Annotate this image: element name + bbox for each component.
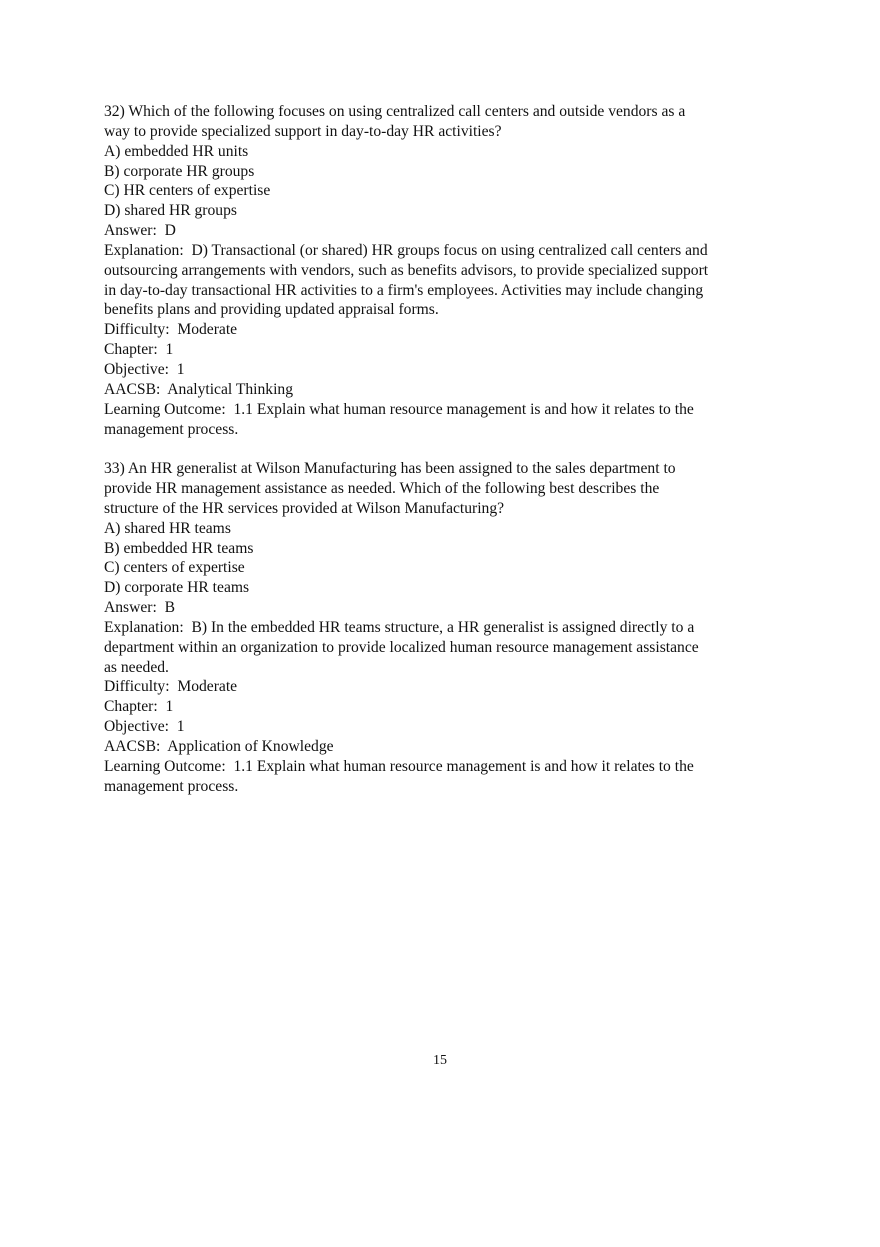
explanation-line: as needed. — [104, 658, 169, 676]
question-stem-line: way to provide specialized support in day-to-day HR activities? — [104, 122, 502, 140]
question-33 — [104, 459, 780, 796]
chapter-field: Chapter: 1 — [104, 341, 174, 359]
question-stem-line: 33) An HR generalist at Wilson Manufacturing has been assigned to the sales department to — [104, 460, 676, 478]
chapter-field: Chapter: 1 — [104, 698, 174, 716]
aacsb-field: AACSB: Application of Knowledge — [104, 738, 334, 755]
question-stem-line: provide HR management assistance as needed. Which of the following best describes the — [104, 480, 660, 498]
explanation-line: outsourcing arrangements with vendors, such as benefits advisors, to provide specialized support — [104, 261, 709, 279]
difficulty-field: Difficulty: Moderate — [104, 321, 238, 339]
answer-option-a: A) shared HR teams — [104, 519, 231, 537]
learning-outcome-line: management process. — [104, 777, 239, 795]
answer-option-c: C) centers of expertise — [104, 559, 245, 577]
learning-outcome-line: management process. — [104, 420, 239, 438]
answer-option-c: C) HR centers of expertise — [104, 182, 271, 200]
answer-option-a: A) embedded HR units — [104, 142, 249, 160]
answer-option-b: B) corporate HR groups — [104, 162, 255, 180]
answer-option-d: D) corporate HR teams — [104, 579, 250, 597]
explanation-line: Explanation: D) Transactional (or shared) HR groups focus on using centralized call centers and — [104, 241, 708, 259]
learning-outcome-line: Learning Outcome: 1.1 Explain what human resource management is and how it relates to the — [104, 757, 694, 775]
answer-key: Answer: B — [104, 599, 176, 617]
learning-outcome-line: Learning Outcome: 1.1 Explain what human resource management is and how it relates to the — [104, 400, 694, 418]
page-content — [104, 102, 780, 797]
question-stem-line: structure of the HR services provided at Wilson Manufacturing? — [104, 499, 505, 517]
explanation-line: Explanation: B) In the embedded HR teams structure, a HR generalist is assigned directly to a — [104, 618, 695, 636]
explanation-line: department within an organization to provide localized human resource management assistance — [104, 638, 699, 656]
answer-option-b: B) embedded HR teams — [104, 539, 254, 557]
objective-field: Objective: 1 — [104, 718, 185, 736]
question-stem-line: 32) Which of the following focuses on using centralized call centers and outside vendors as a — [104, 103, 686, 120]
answer-option-d: D) shared HR groups — [104, 202, 237, 220]
objective-field: Objective: 1 — [104, 360, 185, 378]
page-number: 15 — [433, 1053, 447, 1068]
aacsb-field: AACSB: Analytical Thinking — [104, 380, 294, 398]
explanation-line: benefits plans and providing updated appraisal forms. — [104, 301, 439, 319]
answer-key: Answer: D — [104, 222, 176, 240]
question-32 — [104, 102, 780, 439]
difficulty-field: Difficulty: Moderate — [104, 678, 238, 696]
explanation-line: in day-to-day transactional HR activities to a firm's employees. Activities may include changing — [104, 281, 704, 299]
